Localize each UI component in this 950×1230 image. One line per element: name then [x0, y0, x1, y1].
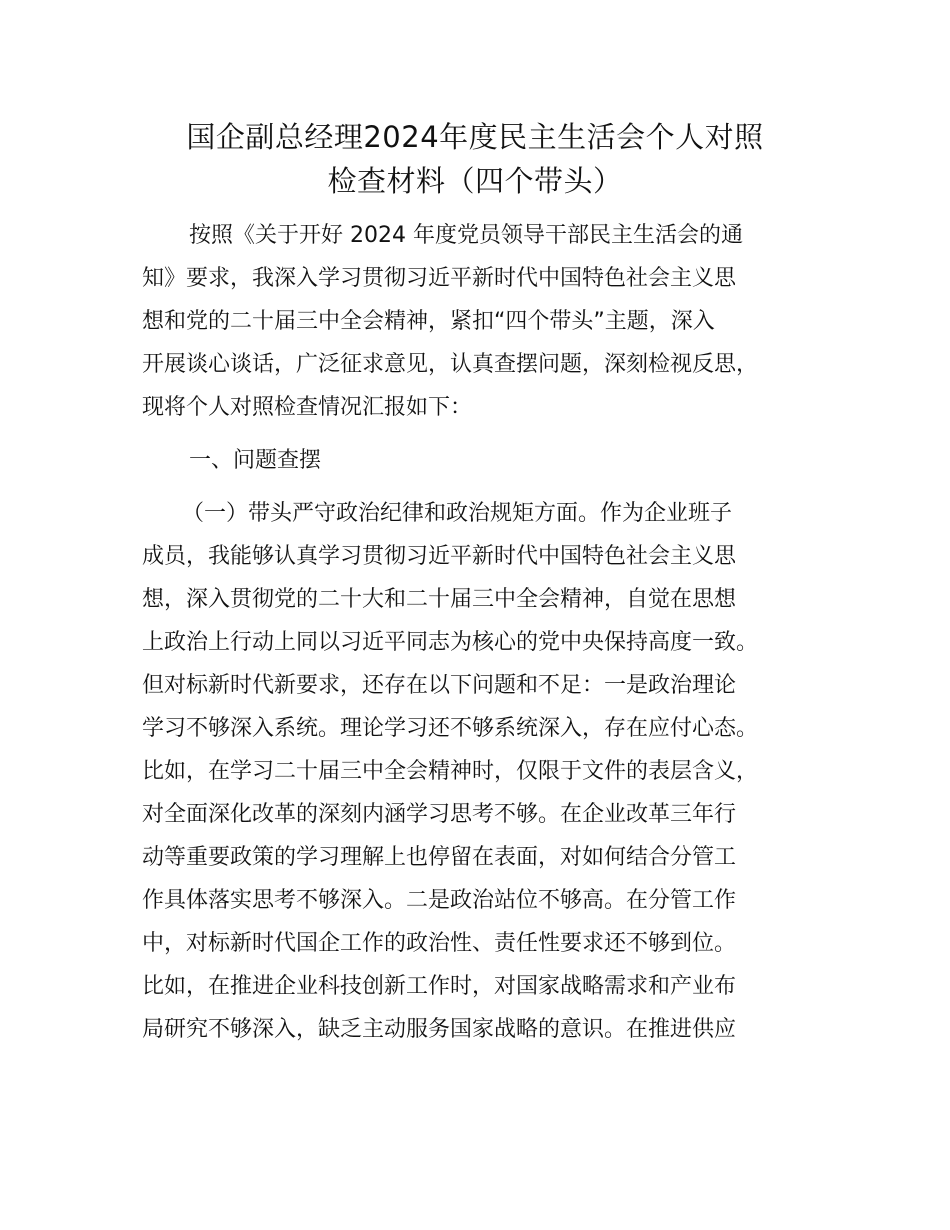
paragraph-line: 现将个人对照检查情况汇报如下： — [142, 395, 473, 420]
paragraph-line: 想和党的二十届三中全会精神，紧扣“四个带头”主题，深入 — [142, 309, 715, 334]
paragraph-line: 中，对标新时代国企工作的政治性、责任性要求还不够到位。 — [142, 931, 737, 956]
document-title-line-1: 国企副总经理2024年度民主生活会个人对照 — [186, 120, 764, 154]
paragraph-line: 想，深入贯彻党的二十大和二十届三中全会精神，自觉在思想 — [142, 587, 737, 612]
paragraph-line: 作具体落实思考不够深入。二是政治站位不够高。在分管工作 — [142, 888, 737, 913]
paragraph-line: 按照《关于开好 2024 年度党员领导干部民主生活会的通 — [189, 223, 743, 248]
paragraph-line: 动等重要政策的学习理解上也停留在表面，对如何结合分管工 — [142, 845, 737, 870]
paragraph-line: 对全面深化改革的深刻内涵学习思考不够。在企业改革三年行 — [142, 802, 737, 827]
paragraph-line: 比如，在学习二十届三中全会精神时，仅限于文件的表层含义， — [142, 759, 759, 784]
paragraph-line: 开展谈心谈话，广泛征求意见，认真查摆问题，深刻检视反思， — [142, 352, 759, 377]
paragraph-line: 比如，在推进企业科技创新工作时，对国家战略需求和产业布 — [142, 974, 737, 999]
section-heading: 一、问题查摆 — [189, 448, 322, 473]
paragraph-line: 但对标新时代新要求，还存在以下问题和不足：一是政治理论 — [142, 673, 737, 698]
paragraph-line: 学习不够深入系统。理论学习还不够系统深入，存在应付心态。 — [142, 716, 759, 741]
paragraph-line: 上政治上行动上同以习近平同志为核心的党中央保持高度一致。 — [142, 630, 759, 655]
paragraph-line: 局研究不够深入，缺乏主动服务国家战略的意识。在推进供应 — [142, 1017, 737, 1042]
paragraph-line: （一）带头严守政治纪律和政治规矩方面。作为企业班子 — [182, 501, 733, 526]
paragraph-line: 成员，我能够认真学习贯彻习近平新时代中国特色社会主义思 — [142, 544, 737, 569]
paragraph-line: 知》要求，我深入学习贯彻习近平新时代中国特色社会主义思 — [142, 266, 737, 291]
document-title-line-2: 检查材料（四个带头） — [327, 164, 623, 198]
